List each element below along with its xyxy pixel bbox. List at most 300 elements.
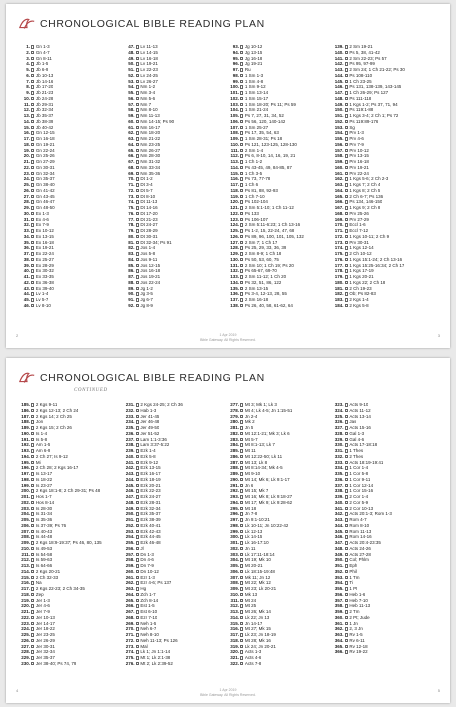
- checkbox-icon[interactable]: [31, 269, 34, 272]
- checkbox-icon[interactable]: [136, 541, 139, 544]
- checkbox-icon[interactable]: [240, 258, 243, 261]
- checkbox-icon[interactable]: [136, 409, 139, 412]
- checkbox-icon[interactable]: [240, 74, 243, 77]
- checkbox-icon[interactable]: [345, 409, 348, 412]
- checkbox-icon[interactable]: [31, 501, 34, 504]
- checkbox-icon[interactable]: [31, 633, 34, 636]
- checkbox-icon[interactable]: [240, 587, 243, 590]
- checkbox-icon[interactable]: [240, 91, 243, 94]
- checkbox-icon[interactable]: [136, 292, 139, 295]
- checkbox-icon[interactable]: [345, 57, 348, 60]
- checkbox-icon[interactable]: [240, 183, 243, 186]
- checkbox-icon[interactable]: [345, 114, 348, 117]
- checkbox-icon[interactable]: [136, 495, 139, 498]
- checkbox-icon[interactable]: [345, 166, 348, 169]
- checkbox-icon[interactable]: [345, 223, 348, 226]
- checkbox-icon[interactable]: [31, 415, 34, 418]
- checkbox-icon[interactable]: [345, 443, 348, 446]
- checkbox-icon[interactable]: [136, 177, 139, 180]
- checkbox-icon[interactable]: [240, 149, 243, 152]
- checkbox-icon[interactable]: [345, 206, 348, 209]
- checkbox-icon[interactable]: [136, 241, 139, 244]
- checkbox-icon[interactable]: [240, 137, 243, 140]
- checkbox-icon[interactable]: [240, 120, 243, 123]
- checkbox-icon[interactable]: [31, 650, 34, 653]
- checkbox-icon[interactable]: [345, 264, 348, 267]
- checkbox-icon[interactable]: [136, 258, 139, 261]
- checkbox-icon[interactable]: [136, 68, 139, 71]
- checkbox-icon[interactable]: [240, 639, 243, 642]
- checkbox-icon[interactable]: [240, 223, 243, 226]
- checkbox-icon[interactable]: [345, 275, 348, 278]
- checkbox-icon[interactable]: [136, 137, 139, 140]
- checkbox-icon[interactable]: [31, 466, 34, 469]
- checkbox-icon[interactable]: [240, 656, 243, 659]
- checkbox-icon[interactable]: [240, 662, 243, 665]
- checkbox-icon[interactable]: [240, 530, 243, 533]
- checkbox-icon[interactable]: [240, 304, 243, 307]
- checkbox-icon[interactable]: [345, 438, 348, 441]
- checkbox-icon[interactable]: [136, 264, 139, 267]
- checkbox-icon[interactable]: [240, 478, 243, 481]
- checkbox-icon[interactable]: [31, 472, 34, 475]
- checkbox-icon[interactable]: [240, 241, 243, 244]
- checkbox-icon[interactable]: [240, 507, 243, 510]
- checkbox-icon[interactable]: [240, 45, 243, 48]
- checkbox-icon[interactable]: [136, 472, 139, 475]
- checkbox-icon[interactable]: [345, 218, 348, 221]
- checkbox-icon[interactable]: [31, 524, 34, 527]
- checkbox-icon[interactable]: [240, 593, 243, 596]
- checkbox-icon[interactable]: [240, 570, 243, 573]
- checkbox-icon[interactable]: [136, 564, 139, 567]
- checkbox-icon[interactable]: [31, 137, 34, 140]
- checkbox-icon[interactable]: [31, 275, 34, 278]
- checkbox-icon[interactable]: [136, 149, 139, 152]
- checkbox-icon[interactable]: [31, 172, 34, 175]
- checkbox-icon[interactable]: [31, 610, 34, 613]
- checkbox-icon[interactable]: [136, 200, 139, 203]
- checkbox-icon[interactable]: [345, 610, 348, 613]
- checkbox-icon[interactable]: [240, 495, 243, 498]
- checkbox-icon[interactable]: [136, 304, 139, 307]
- checkbox-icon[interactable]: [136, 97, 139, 100]
- checkbox-icon[interactable]: [31, 177, 34, 180]
- checkbox-icon[interactable]: [31, 518, 34, 521]
- checkbox-icon[interactable]: [31, 627, 34, 630]
- checkbox-icon[interactable]: [31, 599, 34, 602]
- checkbox-icon[interactable]: [345, 298, 348, 301]
- checkbox-icon[interactable]: [31, 166, 34, 169]
- checkbox-icon[interactable]: [345, 558, 348, 561]
- checkbox-icon[interactable]: [31, 62, 34, 65]
- checkbox-icon[interactable]: [345, 645, 348, 648]
- checkbox-icon[interactable]: [240, 80, 243, 83]
- checkbox-icon[interactable]: [31, 547, 34, 550]
- checkbox-icon[interactable]: [240, 103, 243, 106]
- checkbox-icon[interactable]: [345, 633, 348, 636]
- checkbox-icon[interactable]: [31, 604, 34, 607]
- checkbox-icon[interactable]: [136, 195, 139, 198]
- checkbox-icon[interactable]: [240, 633, 243, 636]
- checkbox-icon[interactable]: [31, 570, 34, 573]
- checkbox-icon[interactable]: [136, 62, 139, 65]
- checkbox-icon[interactable]: [345, 604, 348, 607]
- checkbox-icon[interactable]: [240, 172, 243, 175]
- checkbox-icon[interactable]: [240, 206, 243, 209]
- checkbox-icon[interactable]: [240, 472, 243, 475]
- checkbox-icon[interactable]: [240, 420, 243, 423]
- checkbox-icon[interactable]: [136, 650, 139, 653]
- checkbox-icon[interactable]: [31, 57, 34, 60]
- checkbox-icon[interactable]: [31, 91, 34, 94]
- checkbox-icon[interactable]: [31, 553, 34, 556]
- checkbox-icon[interactable]: [136, 269, 139, 272]
- checkbox-icon[interactable]: [345, 269, 348, 272]
- checkbox-icon[interactable]: [345, 103, 348, 106]
- checkbox-icon[interactable]: [345, 241, 348, 244]
- checkbox-icon[interactable]: [136, 403, 139, 406]
- checkbox-icon[interactable]: [31, 576, 34, 579]
- checkbox-icon[interactable]: [136, 558, 139, 561]
- checkbox-icon[interactable]: [345, 564, 348, 567]
- checkbox-icon[interactable]: [136, 126, 139, 129]
- checkbox-icon[interactable]: [136, 246, 139, 249]
- checkbox-icon[interactable]: [240, 484, 243, 487]
- checkbox-icon[interactable]: [136, 131, 139, 134]
- checkbox-icon[interactable]: [136, 229, 139, 232]
- checkbox-icon[interactable]: [345, 547, 348, 550]
- checkbox-icon[interactable]: [345, 449, 348, 452]
- checkbox-icon[interactable]: [345, 154, 348, 157]
- checkbox-icon[interactable]: [31, 206, 34, 209]
- checkbox-icon[interactable]: [136, 501, 139, 504]
- checkbox-icon[interactable]: [345, 126, 348, 129]
- checkbox-icon[interactable]: [345, 68, 348, 71]
- checkbox-icon[interactable]: [240, 62, 243, 65]
- checkbox-icon[interactable]: [31, 587, 34, 590]
- checkbox-icon[interactable]: [240, 501, 243, 504]
- checkbox-icon[interactable]: [345, 472, 348, 475]
- checkbox-icon[interactable]: [136, 616, 139, 619]
- checkbox-icon[interactable]: [136, 489, 139, 492]
- checkbox-icon[interactable]: [136, 420, 139, 423]
- checkbox-icon[interactable]: [345, 484, 348, 487]
- checkbox-icon[interactable]: [240, 218, 243, 221]
- checkbox-icon[interactable]: [136, 91, 139, 94]
- checkbox-icon[interactable]: [31, 103, 34, 106]
- checkbox-icon[interactable]: [240, 449, 243, 452]
- checkbox-icon[interactable]: [240, 177, 243, 180]
- checkbox-icon[interactable]: [345, 581, 348, 584]
- checkbox-icon[interactable]: [240, 455, 243, 458]
- checkbox-icon[interactable]: [31, 420, 34, 423]
- checkbox-icon[interactable]: [345, 137, 348, 140]
- checkbox-icon[interactable]: [31, 639, 34, 642]
- checkbox-icon[interactable]: [345, 91, 348, 94]
- checkbox-icon[interactable]: [136, 524, 139, 527]
- checkbox-icon[interactable]: [345, 593, 348, 596]
- checkbox-icon[interactable]: [31, 200, 34, 203]
- checkbox-icon[interactable]: [345, 229, 348, 232]
- checkbox-icon[interactable]: [136, 662, 139, 665]
- checkbox-icon[interactable]: [31, 246, 34, 249]
- checkbox-icon[interactable]: [345, 85, 348, 88]
- checkbox-icon[interactable]: [240, 131, 243, 134]
- checkbox-icon[interactable]: [136, 593, 139, 596]
- checkbox-icon[interactable]: [31, 241, 34, 244]
- checkbox-icon[interactable]: [136, 438, 139, 441]
- checkbox-icon[interactable]: [345, 131, 348, 134]
- checkbox-icon[interactable]: [136, 553, 139, 556]
- checkbox-icon[interactable]: [136, 120, 139, 123]
- checkbox-icon[interactable]: [136, 183, 139, 186]
- checkbox-icon[interactable]: [136, 443, 139, 446]
- checkbox-icon[interactable]: [240, 269, 243, 272]
- checkbox-icon[interactable]: [136, 604, 139, 607]
- checkbox-icon[interactable]: [240, 645, 243, 648]
- checkbox-icon[interactable]: [345, 120, 348, 123]
- checkbox-icon[interactable]: [345, 455, 348, 458]
- checkbox-icon[interactable]: [345, 292, 348, 295]
- checkbox-icon[interactable]: [345, 252, 348, 255]
- checkbox-icon[interactable]: [136, 530, 139, 533]
- checkbox-icon[interactable]: [136, 478, 139, 481]
- checkbox-icon[interactable]: [31, 45, 34, 48]
- checkbox-icon[interactable]: [240, 576, 243, 579]
- checkbox-icon[interactable]: [345, 495, 348, 498]
- checkbox-icon[interactable]: [136, 160, 139, 163]
- checkbox-icon[interactable]: [345, 570, 348, 573]
- checkbox-icon[interactable]: [31, 495, 34, 498]
- checkbox-icon[interactable]: [345, 200, 348, 203]
- checkbox-icon[interactable]: [31, 512, 34, 515]
- checkbox-icon[interactable]: [31, 189, 34, 192]
- checkbox-icon[interactable]: [31, 97, 34, 100]
- checkbox-icon[interactable]: [31, 438, 34, 441]
- checkbox-icon[interactable]: [136, 599, 139, 602]
- checkbox-icon[interactable]: [31, 68, 34, 71]
- checkbox-icon[interactable]: [345, 195, 348, 198]
- checkbox-icon[interactable]: [136, 512, 139, 515]
- checkbox-icon[interactable]: [345, 616, 348, 619]
- checkbox-icon[interactable]: [136, 189, 139, 192]
- checkbox-icon[interactable]: [136, 449, 139, 452]
- checkbox-icon[interactable]: [240, 68, 243, 71]
- checkbox-icon[interactable]: [31, 507, 34, 510]
- checkbox-icon[interactable]: [345, 415, 348, 418]
- checkbox-icon[interactable]: [31, 131, 34, 134]
- checkbox-icon[interactable]: [345, 541, 348, 544]
- checkbox-icon[interactable]: [136, 633, 139, 636]
- checkbox-icon[interactable]: [31, 432, 34, 435]
- checkbox-icon[interactable]: [240, 604, 243, 607]
- checkbox-icon[interactable]: [240, 51, 243, 54]
- checkbox-icon[interactable]: [136, 466, 139, 469]
- checkbox-icon[interactable]: [136, 57, 139, 60]
- checkbox-icon[interactable]: [240, 143, 243, 146]
- checkbox-icon[interactable]: [31, 530, 34, 533]
- checkbox-icon[interactable]: [240, 610, 243, 613]
- checkbox-icon[interactable]: [345, 281, 348, 284]
- checkbox-icon[interactable]: [240, 275, 243, 278]
- checkbox-icon[interactable]: [240, 466, 243, 469]
- checkbox-icon[interactable]: [240, 252, 243, 255]
- checkbox-icon[interactable]: [31, 484, 34, 487]
- checkbox-icon[interactable]: [240, 154, 243, 157]
- checkbox-icon[interactable]: [136, 287, 139, 290]
- checkbox-icon[interactable]: [136, 154, 139, 157]
- checkbox-icon[interactable]: [240, 512, 243, 515]
- checkbox-icon[interactable]: [240, 57, 243, 60]
- checkbox-icon[interactable]: [240, 558, 243, 561]
- checkbox-icon[interactable]: [240, 547, 243, 550]
- checkbox-icon[interactable]: [136, 547, 139, 550]
- checkbox-icon[interactable]: [345, 45, 348, 48]
- checkbox-icon[interactable]: [240, 564, 243, 567]
- checkbox-icon[interactable]: [136, 252, 139, 255]
- checkbox-icon[interactable]: [345, 599, 348, 602]
- checkbox-icon[interactable]: [136, 645, 139, 648]
- checkbox-icon[interactable]: [31, 212, 34, 215]
- checkbox-icon[interactable]: [240, 126, 243, 129]
- checkbox-icon[interactable]: [31, 108, 34, 111]
- checkbox-icon[interactable]: [240, 518, 243, 521]
- checkbox-icon[interactable]: [31, 154, 34, 157]
- checkbox-icon[interactable]: [240, 432, 243, 435]
- checkbox-icon[interactable]: [240, 524, 243, 527]
- checkbox-icon[interactable]: [136, 45, 139, 48]
- checkbox-icon[interactable]: [136, 415, 139, 418]
- checkbox-icon[interactable]: [345, 143, 348, 146]
- checkbox-icon[interactable]: [345, 512, 348, 515]
- checkbox-icon[interactable]: [31, 558, 34, 561]
- checkbox-icon[interactable]: [31, 656, 34, 659]
- checkbox-icon[interactable]: [240, 108, 243, 111]
- checkbox-icon[interactable]: [240, 461, 243, 464]
- checkbox-icon[interactable]: [31, 281, 34, 284]
- checkbox-icon[interactable]: [31, 535, 34, 538]
- checkbox-icon[interactable]: [31, 564, 34, 567]
- checkbox-icon[interactable]: [136, 212, 139, 215]
- checkbox-icon[interactable]: [345, 177, 348, 180]
- checkbox-icon[interactable]: [136, 610, 139, 613]
- checkbox-icon[interactable]: [345, 432, 348, 435]
- checkbox-icon[interactable]: [345, 212, 348, 215]
- checkbox-icon[interactable]: [240, 85, 243, 88]
- checkbox-icon[interactable]: [345, 535, 348, 538]
- checkbox-icon[interactable]: [345, 650, 348, 653]
- checkbox-icon[interactable]: [136, 143, 139, 146]
- checkbox-icon[interactable]: [136, 108, 139, 111]
- checkbox-icon[interactable]: [136, 218, 139, 221]
- checkbox-icon[interactable]: [31, 85, 34, 88]
- checkbox-icon[interactable]: [345, 172, 348, 175]
- checkbox-icon[interactable]: [31, 581, 34, 584]
- checkbox-icon[interactable]: [240, 246, 243, 249]
- checkbox-icon[interactable]: [345, 108, 348, 111]
- checkbox-icon[interactable]: [345, 466, 348, 469]
- checkbox-icon[interactable]: [240, 581, 243, 584]
- checkbox-icon[interactable]: [240, 200, 243, 203]
- checkbox-icon[interactable]: [31, 426, 34, 429]
- checkbox-icon[interactable]: [240, 287, 243, 290]
- checkbox-icon[interactable]: [136, 298, 139, 301]
- checkbox-icon[interactable]: [136, 281, 139, 284]
- checkbox-icon[interactable]: [136, 80, 139, 83]
- checkbox-icon[interactable]: [31, 264, 34, 267]
- checkbox-icon[interactable]: [345, 489, 348, 492]
- checkbox-icon[interactable]: [240, 229, 243, 232]
- checkbox-icon[interactable]: [345, 183, 348, 186]
- checkbox-icon[interactable]: [136, 235, 139, 238]
- checkbox-icon[interactable]: [240, 298, 243, 301]
- checkbox-icon[interactable]: [136, 51, 139, 54]
- checkbox-icon[interactable]: [345, 478, 348, 481]
- checkbox-icon[interactable]: [136, 172, 139, 175]
- checkbox-icon[interactable]: [31, 478, 34, 481]
- checkbox-icon[interactable]: [31, 229, 34, 232]
- checkbox-icon[interactable]: [345, 51, 348, 54]
- checkbox-icon[interactable]: [345, 235, 348, 238]
- checkbox-icon[interactable]: [345, 189, 348, 192]
- checkbox-icon[interactable]: [31, 541, 34, 544]
- checkbox-icon[interactable]: [240, 535, 243, 538]
- checkbox-icon[interactable]: [345, 160, 348, 163]
- checkbox-icon[interactable]: [31, 218, 34, 221]
- checkbox-icon[interactable]: [136, 455, 139, 458]
- checkbox-icon[interactable]: [136, 275, 139, 278]
- checkbox-icon[interactable]: [136, 576, 139, 579]
- checkbox-icon[interactable]: [31, 455, 34, 458]
- checkbox-icon[interactable]: [31, 449, 34, 452]
- checkbox-icon[interactable]: [240, 281, 243, 284]
- checkbox-icon[interactable]: [136, 627, 139, 630]
- checkbox-icon[interactable]: [136, 432, 139, 435]
- checkbox-icon[interactable]: [240, 622, 243, 625]
- checkbox-icon[interactable]: [31, 235, 34, 238]
- checkbox-icon[interactable]: [345, 258, 348, 261]
- checkbox-icon[interactable]: [136, 206, 139, 209]
- checkbox-icon[interactable]: [31, 51, 34, 54]
- checkbox-icon[interactable]: [136, 74, 139, 77]
- checkbox-icon[interactable]: [345, 524, 348, 527]
- checkbox-icon[interactable]: [31, 160, 34, 163]
- checkbox-icon[interactable]: [31, 195, 34, 198]
- checkbox-icon[interactable]: [345, 97, 348, 100]
- checkbox-icon[interactable]: [136, 639, 139, 642]
- checkbox-icon[interactable]: [31, 662, 34, 665]
- checkbox-icon[interactable]: [240, 160, 243, 163]
- checkbox-icon[interactable]: [240, 195, 243, 198]
- checkbox-icon[interactable]: [31, 287, 34, 290]
- checkbox-icon[interactable]: [345, 530, 348, 533]
- checkbox-icon[interactable]: [31, 645, 34, 648]
- checkbox-icon[interactable]: [240, 235, 243, 238]
- checkbox-icon[interactable]: [31, 616, 34, 619]
- checkbox-icon[interactable]: [345, 74, 348, 77]
- checkbox-icon[interactable]: [240, 114, 243, 117]
- checkbox-icon[interactable]: [240, 264, 243, 267]
- checkbox-icon[interactable]: [240, 415, 243, 418]
- checkbox-icon[interactable]: [136, 581, 139, 584]
- checkbox-icon[interactable]: [136, 103, 139, 106]
- checkbox-icon[interactable]: [136, 85, 139, 88]
- checkbox-icon[interactable]: [136, 507, 139, 510]
- checkbox-icon[interactable]: [240, 627, 243, 630]
- checkbox-icon[interactable]: [31, 126, 34, 129]
- checkbox-icon[interactable]: [240, 166, 243, 169]
